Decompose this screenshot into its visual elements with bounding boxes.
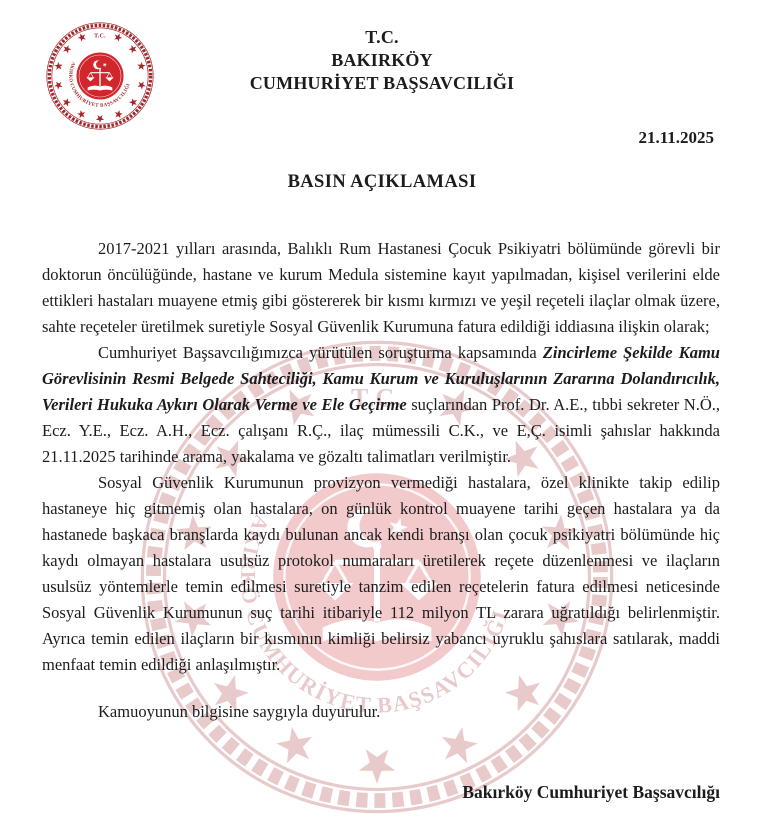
paragraph: Cumhuriyet Başsavcılığımızca yürütülen soruşturma kapsamında Zincirleme Şekilde Kamu Görevlisinin Resmi Belgede Sahteciliği, Kamu Kurum ve Kuruluşlarının Zararına Dolandırıcılık, Verileri Hukuka Aykırı Olarak Verme ve Ele Geçirme suçlarından Prof. Dr. A.E., tıbbi sekreter N.Ö., Ecz. Y.E., Ecz. A.H., Ecz. çalışanı R.Ç., ilaç mümessili C.K., ve E,Ç. isimli şahıslar hakkında 21.11.2025 tarihinde arama, yakalama ve gözaltı talimatları verilmiştir. <box>42 343 720 466</box>
paragraph: 2017-2021 yılları arasında, Balıklı Rum Hastanesi Çocuk Psikiyatri bölümünde görevli bir doktorun öncülüğünde, hastane ve kurum Medula sistemine kayıt yapılmadan, kişisel verilerini elde ettikleri hastaları muayene etmiş gibi göstererek bir kısmı kırmızı ve yeşil reçeteli ilaçlar olmak üzere, sahte reçeteler üretilmek suretiyle Sosyal Güvenlik Kurumuna fatura edildiği iddiasına ilişkin olarak; <box>42 239 720 336</box>
letterhead-office: CUMHURİYET BAŞSAVCILIĞI <box>249 73 515 93</box>
prosecutor-office-emblem-logo <box>44 20 156 132</box>
signature: Bakırköy Cumhuriyet Başsavcılığı <box>462 782 720 802</box>
document-body <box>42 236 720 678</box>
closing-line: Kamuoyunun bilgisine saygıyla duyurulur. <box>98 702 381 721</box>
document-title: BASIN AÇIKLAMASI <box>287 172 477 192</box>
letterhead-tc: T.C. <box>365 27 399 47</box>
letterhead-district: BAKIRKÖY <box>331 50 433 70</box>
document-date: 21.11.2025 <box>638 128 714 147</box>
paragraph: Sosyal Güvenlik Kurumunun provizyon vermediği hastalara, özel klinikte takip edilip hastaneye hiç gitmemiş olan hastalara, on günlük kontrol muayene tarihi geçen hastalara ya da hastanede başkaca branşlarda kaydı bulunan ancak kendi branşı olan çocuk psikiyatri bölümünde hiç kaydı olmayan hastalara usulsüz protokol numaraları üretilerek reçete düzenlenmesi ve ilaçların usulsüz yöntemlerle temin edilmesi suretiyle tanzim edilen reçetelerin fatura edilmesi neticesinde Sosyal Güvenlik Kurumunun suç tarihi itibariyle 112 milyon TL zarara uğratıldığı belirlenmiştir. Ayrıca temin edilen ilaçların bir kısmının kimliği belirsiz yabancı uyruklu şahıslara satılarak, maddi menfaat temin edildiği anlaşılmıştır. <box>42 473 720 674</box>
